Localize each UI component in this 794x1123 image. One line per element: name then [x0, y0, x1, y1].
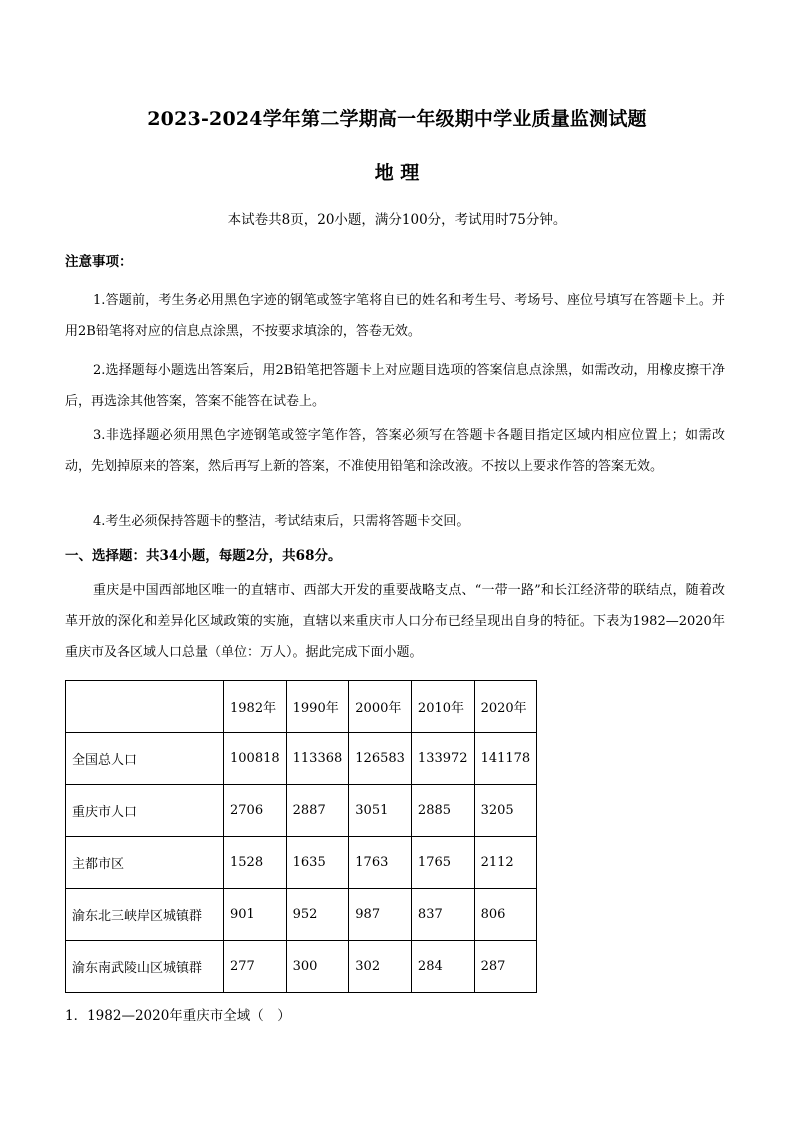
table-cell: 987 — [349, 889, 412, 941]
table-cell: 2887 — [286, 785, 349, 837]
question-1: 1．1982—2020年重庆市全域（ ） — [65, 1008, 291, 1024]
table-cell: 806 — [474, 889, 537, 941]
table-cell: 3205 — [474, 785, 537, 837]
table-cell: 重庆市人口 — [66, 785, 224, 837]
table-header-cell — [66, 681, 224, 733]
table-header-row — [66, 681, 537, 733]
table-cell: 901 — [224, 889, 287, 941]
population-table — [65, 680, 537, 993]
table-cell: 3051 — [349, 785, 412, 837]
table-header-cell: 2020年 — [474, 681, 537, 733]
table-row — [66, 837, 537, 889]
section-intro: 重庆是中国西部地区唯一的直辖市、西部大开发的重要战略支点、“一带一路”和长江经济带的联结点，随着改革开放的深化和差异化区域政策的实施，直辖以来重庆市人口分布已经呈现出自身的特征。下表为1982—2020年重庆市及各区域人口总量（单位：万人）。据此完成下面小题。 — [65, 583, 725, 660]
table-header-cell: 1990年 — [286, 681, 349, 733]
table-cell: 渝东南武陵山区城镇群 — [66, 941, 224, 993]
table-row — [66, 941, 537, 993]
table-cell: 主都市区 — [66, 837, 224, 889]
notice-item-4: 4.考生必须保持答题卡的整洁，考试结束后，只需将答题卡交回。 — [93, 514, 470, 529]
table-cell: 126583 — [349, 733, 412, 785]
section-heading: 一、选择题：共34小题，每题2分，共68分。 — [65, 548, 342, 564]
table-cell: 277 — [224, 941, 287, 993]
table-cell: 全国总人口 — [66, 733, 224, 785]
notice-item-2: 2.选择题每小题选出答案后，用2B铅笔把答题卡上对应题目选项的答案信息点涂黑，如需改动，用橡皮擦干净后，再选涂其他答案，答案不能答在试卷上。 — [65, 363, 725, 409]
table-cell: 837 — [411, 889, 474, 941]
notice-item-3: 3.非选择题必须用黑色字迹钢笔或签字笔作答，答案必须写在答题卡各题目指定区域内相应位置上；如需改动，先划掉原来的答案，然后再写上新的答案，不准使用铅笔和涂改液。不按以上要求作答的答案无效。 — [65, 428, 725, 474]
table-cell: 952 — [286, 889, 349, 941]
table-cell: 2112 — [474, 837, 537, 889]
table-cell: 113368 — [286, 733, 349, 785]
notice-heading: 注意事项： — [65, 254, 133, 270]
table-cell: 141178 — [474, 733, 537, 785]
table-row — [66, 785, 537, 837]
table-row — [66, 733, 537, 785]
table-header-cell: 2010年 — [411, 681, 474, 733]
table-cell: 284 — [411, 941, 474, 993]
table-cell: 133972 — [411, 733, 474, 785]
table-cell: 1635 — [286, 837, 349, 889]
table-cell: 1765 — [411, 837, 474, 889]
notice-item-1: 1.答题前，考生务必用黑色字迹的钢笔或签字笔将自已的姓名和考生号、考场号、座位号填写在答题卡上。并用2B铅笔将对应的信息点涂黑，不按要求填涂的，答卷无效。 — [65, 293, 725, 339]
table-cell: 2706 — [224, 785, 287, 837]
table-cell: 302 — [349, 941, 412, 993]
exam-info: 本试卷共8页，20小题，满分100分，考试用时75分钟。 — [227, 212, 567, 228]
table-cell: 1763 — [349, 837, 412, 889]
table-cell: 1528 — [224, 837, 287, 889]
table-header-cell: 2000年 — [349, 681, 412, 733]
table-row — [66, 889, 537, 941]
table-cell: 100818 — [224, 733, 287, 785]
exam-title: 2023-2024学年第二学期高一年级期中学业质量监测试题 — [147, 108, 647, 130]
table-cell: 2885 — [411, 785, 474, 837]
table-cell: 287 — [474, 941, 537, 993]
table-cell: 渝东北三峡岸区城镇群 — [66, 889, 224, 941]
table-header-cell: 1982年 — [224, 681, 287, 733]
subject-title: 地 理 — [374, 162, 420, 184]
table-cell: 300 — [286, 941, 349, 993]
